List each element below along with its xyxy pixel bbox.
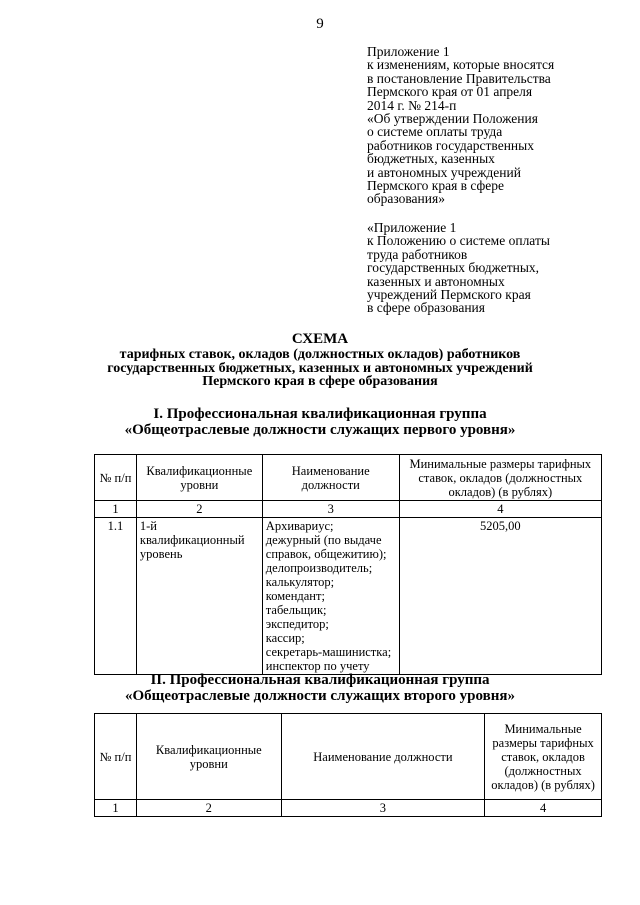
annex-line: «Приложение 1 [367,220,457,235]
position-item: комендант; [265,589,325,603]
annex-line: работников государственных [367,137,534,153]
header-level: Квалификационные уровни [136,455,262,501]
column-number-row [95,501,602,518]
position-item: кассир; [265,631,305,645]
schema-subtitle-line: тарифных ставок, окладов (должностных окладов) работников [119,347,521,362]
table-header-row [95,714,602,800]
annex-line: Пермского края от 01 апреля [367,84,533,100]
position-item: дежурный (по выдаче справок, общежитию); [265,533,387,561]
header-salary: Минимальные размеры тарифных ставок, окладов (должностных окладов) (в рублях) [485,714,602,800]
annex-header [367,45,617,206]
column-number: 1 [95,800,137,817]
annex-line: 2014 г. № 214-п [367,97,457,113]
annex-line: и автономных учреждений [367,164,521,180]
column-number: 3 [262,501,399,518]
annex-line: казенных и автономных [367,273,505,289]
header-level: Квалификационные уровни [136,714,281,800]
annex-line: образования» [367,191,445,207]
annex-line: в сфере образования [367,300,485,316]
position-item: экспедитор; [265,617,329,631]
group-2-heading [0,672,640,704]
table-row [95,518,602,675]
annex-line: труда работников [367,246,468,262]
group-heading-line: «Общеотраслевые должности служащих первого уровня» [124,422,516,438]
schema-subtitle [0,348,640,389]
row-num: 1.1 [95,518,137,675]
header-salary: Минимальные размеры тарифных ставок, окладов (должностных окладов) (в рублях) [399,455,601,501]
position-item: инспектор по учету [265,659,370,673]
position-item: секретарь-машинистка; [265,645,392,659]
group-2-table [94,713,602,817]
group-1-heading [0,406,640,438]
table-header-row [95,455,602,501]
annex-line: государственных бюджетных, [367,260,540,276]
column-number: 3 [281,800,484,817]
position-item: Архивариус; [265,519,334,533]
column-number: 1 [95,501,137,518]
group-heading-line: I. Профессиональная квалификационная группа [153,406,487,422]
position-item: табельщик; [265,603,327,617]
annex-line: Пермского края в сфере [367,178,505,194]
header-num: № п/п [95,455,137,501]
annex-line: о системе оплаты труда [367,124,503,140]
row-positions [262,518,399,675]
annex-line: в постановление Правительства [367,70,551,86]
schema-subtitle-line: государственных бюджетных, казенных и автономных учреждений [107,360,533,376]
position-item: калькулятор; [265,575,335,589]
group-heading-line: II. Профессиональная квалификационная группа [150,672,490,688]
header-position: Наименование должности [262,455,399,501]
column-number: 4 [399,501,601,518]
column-number: 4 [485,800,602,817]
annex-header-2 [367,221,617,315]
annex-line: к изменениям, которые вносятся [367,57,555,73]
schema-subtitle-line: Пермского края в сфере образования [202,374,438,389]
group-heading-line: «Общеотраслевые должности служащих второго уровня» [125,688,515,704]
position-item: делопроизводитель; [265,561,373,575]
annex-line: учреждений Пермского края [367,287,531,303]
annex-line: Приложение 1 [367,44,450,59]
column-number-row [95,800,602,817]
row-salary: 5205,00 [399,518,601,675]
page-number: 9 [316,16,324,32]
annex-line: к Положению о системе оплаты [367,233,550,249]
row-level: 1-й квалификационный уровень [136,518,262,675]
header-num: № п/п [95,714,137,800]
column-number: 2 [136,501,262,518]
schema-title: СХЕМА [291,331,349,347]
annex-line: бюджетных, казенных [367,151,495,167]
annex-line: «Об утверждении Положения [367,111,538,127]
group-1-table [94,454,602,675]
header-position: Наименование должности [281,714,484,800]
column-number: 2 [136,800,281,817]
